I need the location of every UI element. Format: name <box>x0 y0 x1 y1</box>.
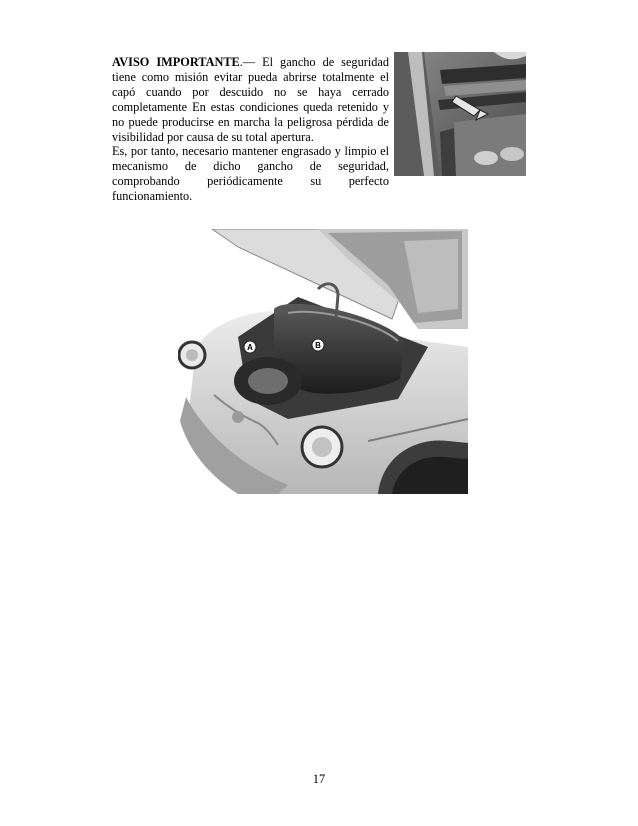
page-number: 17 <box>312 772 326 786</box>
safety-hook-photo <box>394 52 526 176</box>
notice-paragraph-1-text: .— El gancho de seguridad tiene como misión evitar pueda abrirse totalmente el capó cuando por descuido no se haya cerrado completamente En estas condiciones queda retenido y no puede producirse en marcha la peligrosa pérdida de visibilidad por causa de su total apertura. <box>112 55 389 144</box>
notice-paragraph-2: Es, por tanto, necesario mantener engrasado y limpio el mecanismo de dicho gancho de seguridad, comprobando periódicamente su perfecto funcionamiento. <box>112 144 389 204</box>
notice-heading: AVISO IMPORTANTE <box>112 55 240 69</box>
callout-b-label: B <box>315 341 321 350</box>
notice-paragraph-1 <box>112 55 389 144</box>
open-hood-car-photo <box>178 229 468 494</box>
important-notice <box>112 55 389 204</box>
callout-a-label: A <box>247 343 253 352</box>
